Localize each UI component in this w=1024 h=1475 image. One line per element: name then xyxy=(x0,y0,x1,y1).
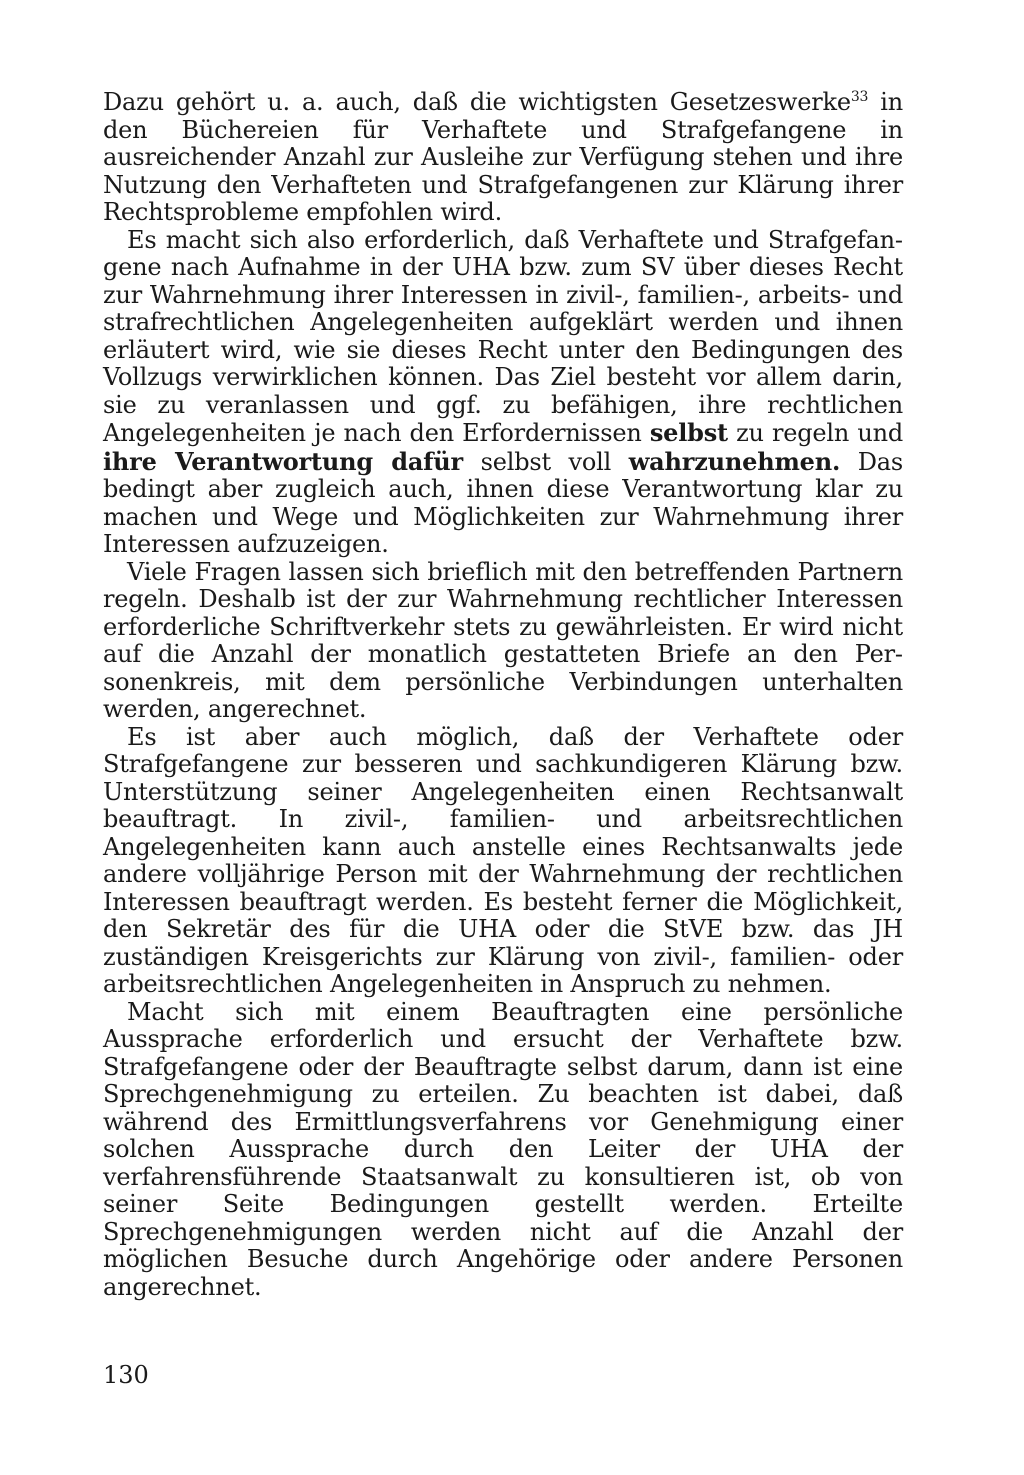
paragraph-3 xyxy=(103,559,903,724)
paragraph-2-part-3: selbst voll xyxy=(463,447,629,476)
paragraph-2-part-1: Es macht sich also erforderlich, daß Verhaftete und Strafgefangene nach Aufnahme in der UHA bzw. zum SV über dieses Recht zur Wahrnehmung ihrer Interessen in zivil-, familien-, arbeits- und strafrechtlichen Angelegenheiten aufgeklärt werden und ihnen erläutert wird, wie sie dieses Recht unter den Bedingungen des Vollzugs verwirklichen können. Das Ziel besteht vor allem darin, sie zu veranlassen und ggf. zu befähigen, ihre rechtlichen Angelegenheiten je nach den Erfordernissen xyxy=(103,225,903,447)
paragraph-2-part-4: Das bedingt aber zugleich auch, ihnen diese Verantwortung klar zu machen und Wege und Möglichkeiten zur Wahrnehmung ihrer Interessen aufzuzeigen. xyxy=(103,447,903,558)
paragraph-1-part-2: in den Büchereien für Verhaftete und Strafgefangene in ausreichender Anzahl zur Ausleihe zur Verfügung stehen und ihre Nutzung den Verhafteten und Strafgefangenen zur Klärung ihrer Rechtsprobleme empfohlen wird. xyxy=(103,88,903,226)
paragraph-1-part-1: Dazu gehört u. a. auch, daß die wichtigsten Gesetzeswerke xyxy=(103,88,851,116)
paragraph-5-text: Macht sich mit einem Beauftragten eine persönliche Aussprache erforderlich und ersucht der Verhaftete bzw. Strafgefangene oder der Beauftragte selbst darum, dann ist eine Sprechgenehmigung zu erteilen. Zu beachten ist dabei, daß während des Ermittlungsverfahrens vor Genehmigung einer solchen Aussprache durch den Leiter der UHA der verfahrensführende Staatsanwalt zu konsultieren ist, ob von seiner Seite Bedingungen gestellt werden. Erteilte Sprechgenehmigungen werden nicht auf die Anzahl der möglichen Besuche durch Angehörige oder andere Personen angerechnet. xyxy=(103,997,903,1301)
emphasis-verantwortung: ihre Verantwortung dafür xyxy=(103,446,463,476)
emphasis-wahrzunehmen: wahrzunehmen. xyxy=(628,446,841,476)
emphasis-selbst: selbst xyxy=(649,418,728,447)
paragraph-5 xyxy=(103,999,903,1302)
paragraph-2 xyxy=(103,227,903,559)
page-number: 130 xyxy=(103,1361,149,1389)
paragraph-1 xyxy=(103,89,903,227)
paragraph-3-text: Viele Fragen lassen sich brieflich mit den betreffenden Partnern regeln. Deshalb ist der zur Wahrnehmung rechtlicher Interessen erforderliche Schriftverkehr stets zu gewährleisten. Er wird nicht auf die Anzahl der monatlich gestatteten Briefe an den Personenkreis, mit dem persönliche Verbindungen unterhalten werden, angerechnet. xyxy=(103,557,903,723)
paragraph-4-text: Es ist aber auch möglich, daß der Verhaftete oder Strafgefangene zur besseren und sachkundigeren Klärung bzw. Unterstützung seiner Angelegenheiten einen Rechtsanwalt beauftragt. In zivil-, familien- und arbeitsrechtlichen Angelegenheiten kann auch anstelle eines Rechtsanwalts jede andere volljährige Person mit der Wahrnehmung der rechtlichen Interessen beauftragt werden. Es besteht ferner die Möglichkeit, den Sekretär des für die UHA oder die StVE bzw. das JH zuständigen Kreisgerichts zur Klärung von zivil-, familien- oder arbeitsrechtlichen Angelegenheiten in Anspruch zu nehmen. xyxy=(103,722,903,998)
paragraph-4 xyxy=(103,724,903,999)
paragraph-2-part-2: zu regeln und xyxy=(727,419,903,447)
body-text xyxy=(103,89,903,1301)
footnote-reference-33: 33 xyxy=(850,89,869,105)
